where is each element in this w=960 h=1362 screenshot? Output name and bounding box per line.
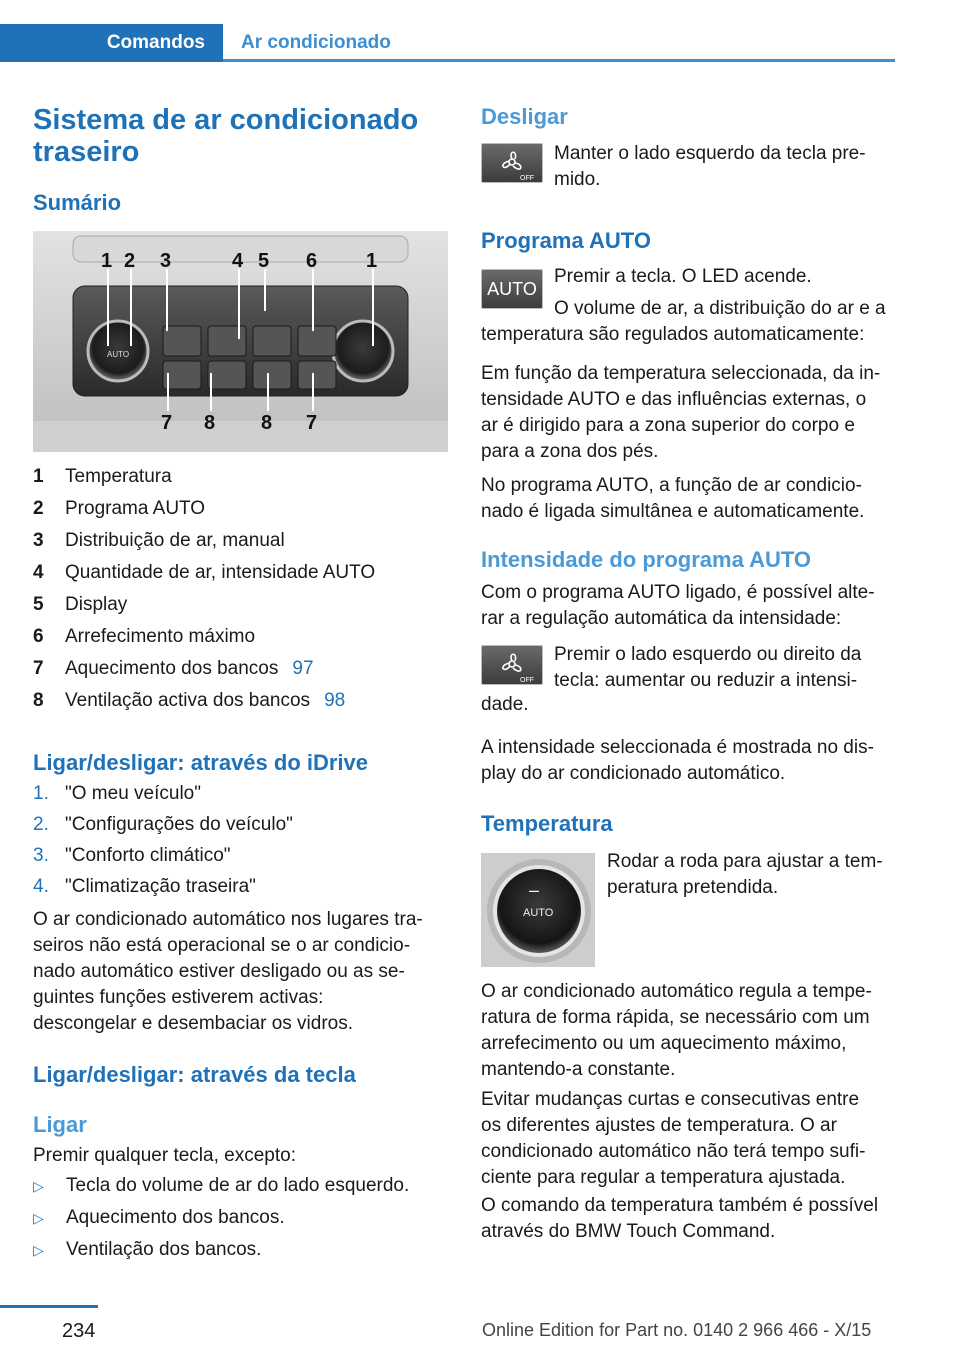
page-number: 234 <box>62 1320 96 1342</box>
intensidade-paragraph <box>481 735 901 787</box>
text-line: O ar condicionado automático regula a tempe- <box>481 981 872 1002</box>
text-line: ratura de forma rápida, se necessário com um <box>481 1007 870 1028</box>
text-line: Em função da temperatura seleccionada, da in- <box>481 363 881 384</box>
legend-number: 3 <box>33 530 44 551</box>
heading-sumario: Sumário <box>33 190 122 215</box>
control-panel-illustration <box>33 231 448 452</box>
temp-paragraph-2 <box>481 1087 901 1191</box>
legend-item <box>33 466 172 488</box>
legend-number: 6 <box>33 626 44 647</box>
auto-paragraph <box>481 361 901 465</box>
step-text: "Conforto climático" <box>65 845 231 866</box>
text-line: Manter o lado esquerdo da tecla pre- <box>554 143 866 164</box>
text-line: mido. <box>554 169 601 190</box>
auto-text-2b: temperatura são regulados automaticamente: <box>481 324 865 345</box>
step-number: 3. <box>33 845 49 866</box>
temp-icon-text <box>607 849 883 901</box>
triangle-bullet-icon: ▷ <box>33 1178 44 1194</box>
callout-8-right: 8 <box>261 412 273 434</box>
text-line: guintes funções estiverem activas: <box>33 987 324 1008</box>
legend-item <box>33 498 205 520</box>
step-item <box>33 783 201 805</box>
legend-text: Quantidade de ar, intensidade AUTO <box>65 562 376 583</box>
callout-1-right: 1 <box>366 250 378 272</box>
text-line: seiros não está operacional se o ar condicio- <box>33 935 411 956</box>
text-line: A intensidade seleccionada é mostrada no dis- <box>481 737 874 758</box>
knob-minus: – <box>529 880 540 900</box>
text-line: tecla: aumentar ou reduzir a intensi- <box>554 670 858 691</box>
legend-item <box>33 530 285 552</box>
auto-text-2a: O volume de ar, a distribuição do ar e a <box>554 298 886 319</box>
text-line: nado é ligada simultânea e automaticamente. <box>481 501 865 522</box>
legend-text: Programa AUTO <box>65 498 206 519</box>
legend-text: Ventilação activa dos bancos <box>65 690 311 711</box>
text-line: condicionado automático não terá tempo sufi- <box>481 1141 866 1162</box>
page-title-line-1: Sistema de ar condicionado <box>33 104 419 136</box>
page-reference-link[interactable]: 97 <box>292 658 314 679</box>
desligar-text <box>554 141 866 193</box>
intensidade-icon-text <box>554 642 861 694</box>
text-line: Premir o lado esquerdo ou direito da <box>554 644 862 665</box>
temp-paragraph-3 <box>481 1193 901 1245</box>
bullet-item <box>33 1175 409 1197</box>
ligar-intro: Premir qualquer tecla, excepto: <box>33 1145 296 1166</box>
text-line: arrefecimento ou um aquecimento máximo, <box>481 1033 847 1054</box>
bullet-item <box>33 1207 285 1229</box>
legend-text: Temperatura <box>65 466 172 487</box>
text-line: mantendo-a constante. <box>481 1059 676 1080</box>
auto-text-1: Premir a tecla. O LED acende. <box>554 266 812 287</box>
triangle-bullet-icon: ▷ <box>33 1210 44 1226</box>
legend-item <box>33 626 255 648</box>
step-item <box>33 845 231 867</box>
heading-desligar: Desligar <box>481 104 568 129</box>
legend-number: 2 <box>33 498 44 519</box>
auto-icon-label: AUTO <box>487 278 537 299</box>
text-line: O comando da temperatura também é possível <box>481 1195 879 1216</box>
step-text: "Configurações do veículo" <box>65 814 293 835</box>
text-line: os diferentes ajustes de temperatura. O ar <box>481 1115 837 1136</box>
tab-comandos[interactable]: Comandos <box>0 24 223 62</box>
callout-8-left: 8 <box>204 412 216 434</box>
header-divider <box>223 59 895 62</box>
temp-paragraph-1 <box>481 979 901 1083</box>
step-number: 1. <box>33 783 49 804</box>
heading-programa-auto: Programa AUTO <box>481 228 651 253</box>
text-line: O ar condicionado automático nos lugares tra- <box>33 909 423 930</box>
bullet-item <box>33 1239 261 1261</box>
panel-knob-label: AUTO <box>107 350 130 359</box>
legend-text: Display <box>65 594 128 615</box>
auto-button-icon <box>481 269 543 309</box>
heading-temperatura: Temperatura <box>481 811 613 836</box>
step-text: "Climatização traseira" <box>65 876 256 897</box>
text-line: rar a regulação automática da intensidade: <box>481 608 842 629</box>
legend-number: 8 <box>33 690 44 711</box>
text-line: tensidade AUTO e das influências externas, o <box>481 389 867 410</box>
heading-idrive: Ligar/desligar: através do iDrive <box>33 750 369 775</box>
tab-ar-condicionado[interactable]: Ar condicionado <box>241 32 391 53</box>
legend-item <box>33 658 314 680</box>
callout-6: 6 <box>306 250 318 272</box>
step-item <box>33 876 256 898</box>
fan-off-icon <box>481 143 543 183</box>
step-number: 2. <box>33 814 49 835</box>
idrive-paragraph <box>33 907 453 1037</box>
edition-text: Online Edition for Part no. 0140 2 966 466 - X/15 <box>482 1320 872 1340</box>
legend-number: 5 <box>33 594 44 615</box>
fan-off-label: OFF <box>520 677 534 684</box>
text-line: No programa AUTO, a função de ar condicio- <box>481 475 862 496</box>
heading-tecla: Ligar/desligar: através da tecla <box>33 1062 356 1087</box>
heading-intensidade: Intensidade do programa AUTO <box>481 547 812 572</box>
legend-number: 4 <box>33 562 44 583</box>
temperature-knob-image <box>481 853 595 967</box>
callout-7-left: 7 <box>161 412 173 434</box>
callout-3: 3 <box>160 250 172 272</box>
legend-item <box>33 562 375 584</box>
fan-off-label: OFF <box>520 175 534 182</box>
text-line: para a zona dos pés. <box>481 441 659 462</box>
text-line: ciente para regular a temperatura ajustada. <box>481 1167 846 1188</box>
callout-5: 5 <box>258 250 270 272</box>
step-number: 4. <box>33 876 49 897</box>
legend-number: 7 <box>33 658 44 679</box>
legend-text: Arrefecimento máximo <box>65 626 256 647</box>
legend-number: 1 <box>33 466 44 487</box>
legend-item <box>33 594 127 616</box>
legend-text: Distribuição de ar, manual <box>65 530 285 551</box>
page-title-line-2: traseiro <box>33 136 140 168</box>
bullet-text: Aquecimento dos bancos. <box>66 1207 285 1228</box>
text-line: Rodar a roda para ajustar a tem- <box>607 851 883 872</box>
legend-text: Aquecimento dos bancos <box>65 658 279 679</box>
step-item <box>33 814 293 836</box>
auto-paragraph-2 <box>481 473 901 525</box>
callout-7-right: 7 <box>306 412 318 434</box>
bullet-text: Ventilação dos bancos. <box>66 1239 262 1260</box>
text-line: através do BMW Touch Command. <box>481 1221 776 1242</box>
callout-2: 2 <box>124 250 136 272</box>
callout-4: 4 <box>232 250 244 272</box>
legend-item <box>33 690 345 712</box>
page-title <box>33 104 418 168</box>
text-line: play do ar condicionado automático. <box>481 763 786 784</box>
control-panel-image <box>33 231 448 452</box>
bullet-text: Tecla do volume de ar do lado esquerdo. <box>66 1175 410 1196</box>
callout-1-left: 1 <box>101 250 113 272</box>
page-reference-link[interactable]: 98 <box>324 690 346 711</box>
intensidade-intro <box>481 580 901 632</box>
text-line: Com o programa AUTO ligado, é possível alte- <box>481 582 875 603</box>
text-line: peratura pretendida. <box>607 877 779 898</box>
text-line: descongelar e desembaciar os vidros. <box>33 1013 354 1034</box>
text-line: ar é dirigido para a zona superior do corpo e <box>481 415 855 436</box>
intensidade-icon-text-tail: dade. <box>481 694 529 715</box>
text-line: nado automático estiver desligado ou as se- <box>33 961 405 982</box>
text-line: Evitar mudanças curtas e consecutivas entre <box>481 1089 860 1110</box>
footer-divider <box>0 1305 98 1308</box>
step-text: "O meu veículo" <box>65 783 201 804</box>
knob-auto-label: AUTO <box>523 907 554 919</box>
heading-ligar: Ligar <box>33 1112 87 1137</box>
fan-off-icon <box>481 645 543 685</box>
triangle-bullet-icon: ▷ <box>33 1242 44 1258</box>
page-header <box>0 0 895 62</box>
